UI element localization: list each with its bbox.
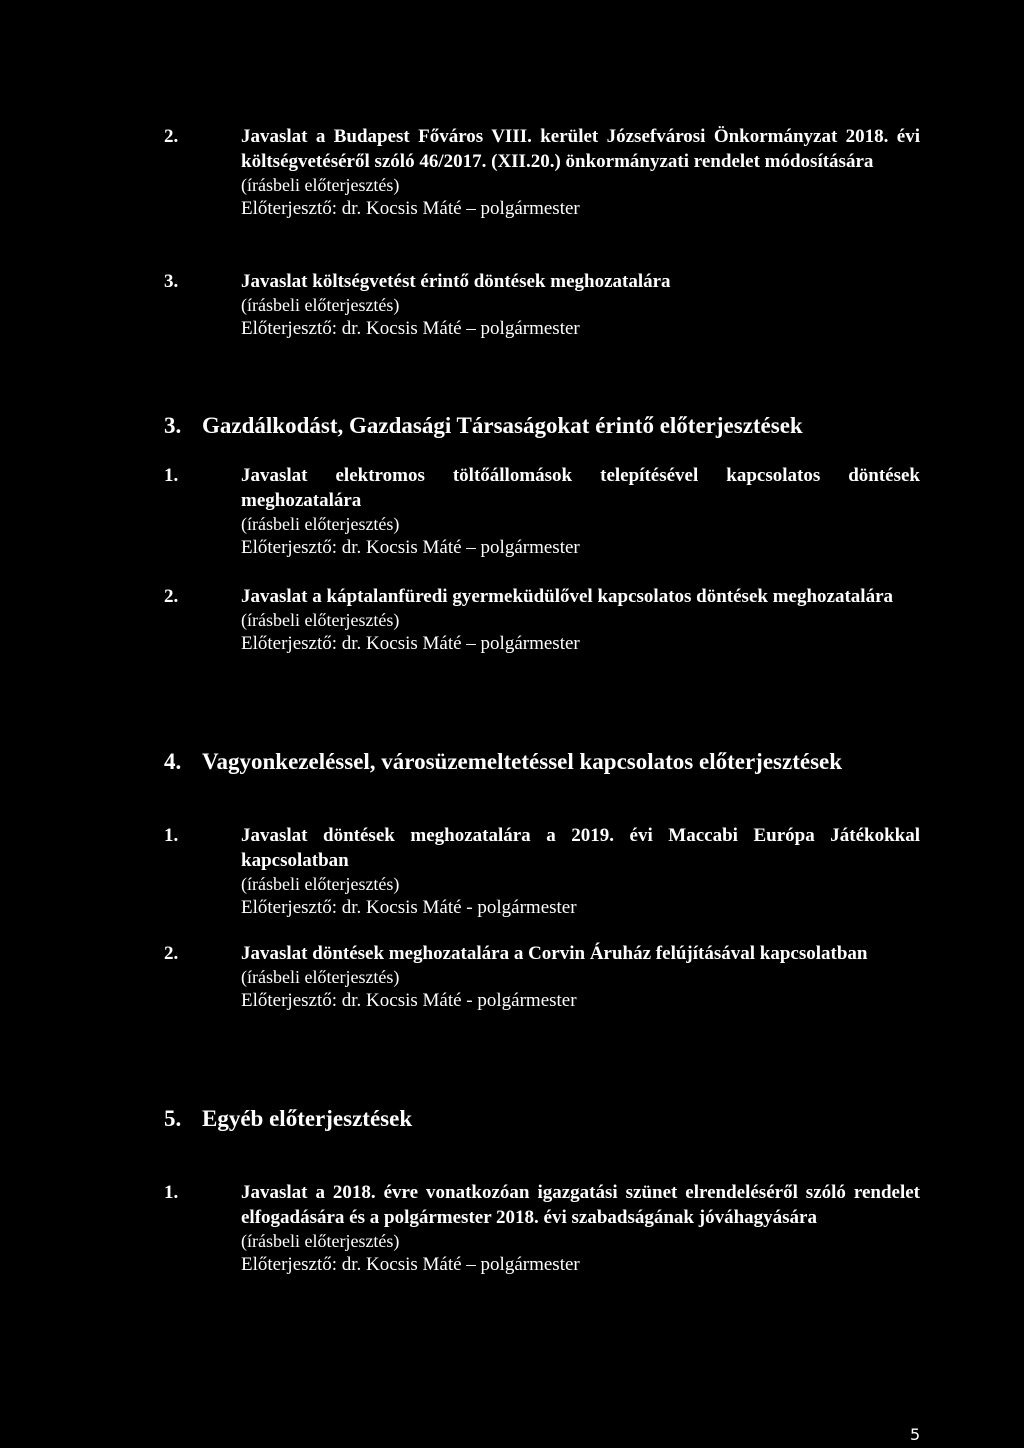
item-body (241, 823, 920, 920)
item-presenter: Előterjesztő: dr. Kocsis Máté – polgármester (241, 1254, 580, 1275)
item-submission-type: (írásbeli előterjesztés) (241, 295, 400, 315)
item-body (241, 941, 920, 1013)
item-title: Javaslat döntések meghozatalára a 2019. évi Maccabi Európa Játékokkal kapcsolatban (241, 825, 920, 871)
item-body (241, 584, 920, 656)
item-submission-type: (írásbeli előterjesztés) (241, 874, 400, 894)
item-body (241, 1180, 920, 1277)
item-submission-type: (írásbeli előterjesztés) (241, 967, 400, 987)
item-number: 1. (164, 825, 179, 846)
item-number: 2. (164, 943, 179, 964)
section-heading (164, 411, 924, 441)
item-presenter: Előterjesztő: dr. Kocsis Máté – polgármester (241, 198, 580, 219)
item-presenter: Előterjesztő: dr. Kocsis Máté – polgármester (241, 537, 580, 558)
section-title: Vagyonkezeléssel, városüzemeltetéssel kapcsolatos előterjesztések (202, 749, 843, 774)
item-number: 2. (164, 126, 179, 147)
item-title: Javaslat a Budapest Főváros VIII. kerület Józsefvárosi Önkormányzat 2018. évi költségvetéséről szóló 46/2017. (XII.20.) önkormányzati rendelet módosítására (241, 126, 920, 172)
item-submission-type: (írásbeli előterjesztés) (241, 514, 400, 534)
item-title: Javaslat elektromos töltőállomások telepítésével kapcsolatos döntések meghozatalára (241, 465, 920, 511)
item-title: Javaslat a 2018. évre vonatkozóan igazgatási szünet elrendeléséről szóló rendelet elfogadására és a polgármester 2018. évi szabadságának jóváhagyására (241, 1182, 920, 1228)
page-number: 5 (910, 1425, 921, 1444)
item-submission-type: (írásbeli előterjesztés) (241, 175, 400, 195)
item-presenter: Előterjesztő: dr. Kocsis Máté – polgármester (241, 318, 580, 339)
item-submission-type: (írásbeli előterjesztés) (241, 1231, 400, 1251)
item-presenter: Előterjesztő: dr. Kocsis Máté – polgármester (241, 633, 580, 654)
section-number: 3. (164, 413, 182, 438)
item-presenter: Előterjesztő: dr. Kocsis Máté - polgármester (241, 990, 577, 1011)
item-number: 1. (164, 465, 179, 486)
item-submission-type: (írásbeli előterjesztés) (241, 610, 400, 630)
section-title: Egyéb előterjesztések (202, 1106, 413, 1131)
section-number: 4. (164, 749, 182, 774)
section-number: 5. (164, 1106, 182, 1131)
item-body (241, 269, 920, 341)
item-number: 1. (164, 1182, 179, 1203)
item-number: 2. (164, 586, 179, 607)
item-body (241, 463, 920, 560)
item-body (241, 124, 920, 221)
item-number: 3. (164, 271, 179, 292)
section-heading (164, 747, 924, 777)
section-title: Gazdálkodást, Gazdasági Társaságokat érintő előterjesztések (202, 413, 803, 438)
item-title: Javaslat költségvetést érintő döntések meghozatalára (241, 271, 671, 292)
item-presenter: Előterjesztő: dr. Kocsis Máté - polgármester (241, 897, 577, 918)
item-title: Javaslat döntések meghozatalára a Corvin Áruház felújításával kapcsolatban (241, 943, 868, 964)
item-title: Javaslat a káptalanfüredi gyermeküdülővel kapcsolatos döntések meghozatalára (241, 586, 894, 607)
section-heading (164, 1104, 924, 1134)
